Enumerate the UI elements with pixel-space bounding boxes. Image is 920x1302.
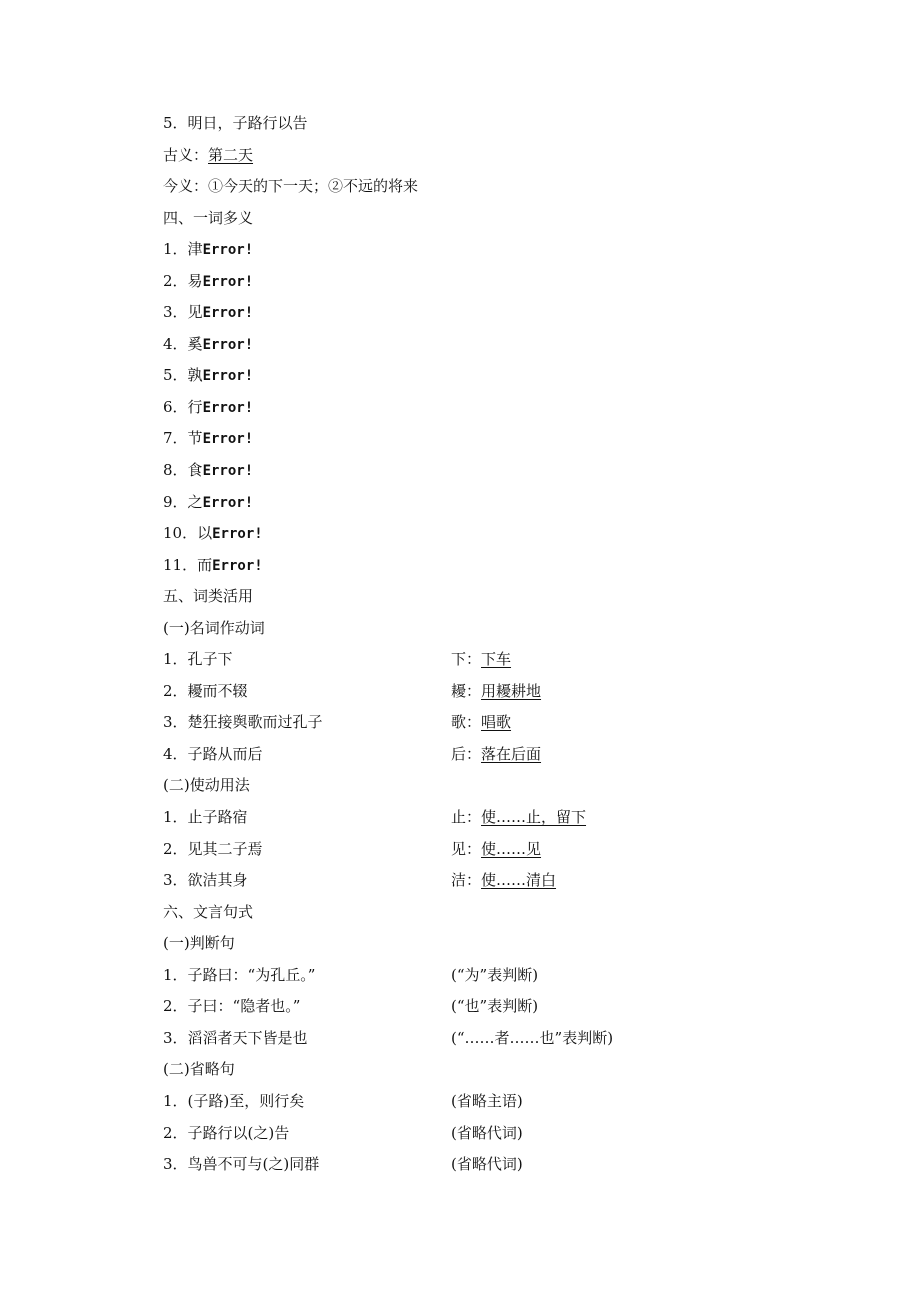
item-number: 5． xyxy=(163,366,188,385)
error-field: Error! xyxy=(212,557,263,574)
example-pair xyxy=(163,834,783,866)
polysemy-item xyxy=(163,392,783,424)
polysemy-item xyxy=(163,487,783,519)
gloss-answer: 第二天 xyxy=(208,145,254,164)
explanation xyxy=(451,802,586,834)
explanation xyxy=(451,834,541,866)
explanation xyxy=(451,1086,523,1118)
explanation-answer: 使……清白 xyxy=(481,871,557,890)
explanation-answer: 下车 xyxy=(481,650,512,669)
example-sentence: 1．孔子下 xyxy=(163,650,233,669)
example-sentence: 2．见其二子焉 xyxy=(163,839,263,858)
explanation xyxy=(451,739,541,771)
explanation-answer: 使……见 xyxy=(481,839,542,858)
explanation xyxy=(451,644,511,676)
item-number: 10． xyxy=(163,524,198,543)
item-number: 9． xyxy=(163,492,188,511)
explanation xyxy=(451,707,511,739)
error-field: Error! xyxy=(202,431,254,448)
polysemy-item xyxy=(163,550,783,582)
error-field: Error! xyxy=(202,273,254,290)
example-pair xyxy=(163,739,783,771)
error-field: Error! xyxy=(202,336,254,353)
document-page xyxy=(163,108,783,1181)
polysemy-item xyxy=(163,329,783,361)
example-sentence: 3．楚狂接舆歌而过孔子 xyxy=(163,713,323,732)
explanation-label: (“也”表判断) xyxy=(451,997,539,1016)
polysemy-item xyxy=(163,518,783,550)
item-char: 之 xyxy=(187,492,203,511)
item-char: 食 xyxy=(187,461,203,480)
example-pair xyxy=(163,1118,783,1150)
explanation xyxy=(451,1118,523,1150)
section-heading: 五、词类活用 xyxy=(163,587,254,606)
item-char: 津 xyxy=(187,240,203,259)
polysemy-item xyxy=(163,360,783,392)
example-sentence: 4．子路从而后 xyxy=(163,744,263,763)
section-heading: (二)使动用法 xyxy=(163,776,250,795)
example-pair xyxy=(163,802,783,834)
polysemy-item xyxy=(163,234,783,266)
example-pair xyxy=(163,991,783,1023)
explanation xyxy=(451,960,538,992)
example-pair xyxy=(163,1149,783,1181)
explanation-label: (省略代词) xyxy=(451,1155,523,1174)
section-heading: (一)名词作动词 xyxy=(163,618,265,637)
explanation xyxy=(451,991,538,1023)
item-char: 易 xyxy=(187,271,203,290)
example-sentence: 2．子曰：“隐者也。” xyxy=(163,997,301,1016)
polysemy-item xyxy=(163,266,783,298)
explanation-answer: 用耰耕地 xyxy=(481,681,542,700)
example-pair xyxy=(163,960,783,992)
item-char: 见 xyxy=(187,303,203,322)
example-sentence: 1．子路曰：“为孔丘。” xyxy=(163,965,316,984)
item-number: 4． xyxy=(163,334,188,353)
explanation xyxy=(451,676,541,708)
item-char: 奚 xyxy=(187,334,203,353)
gloss-line xyxy=(163,140,783,172)
example-pair xyxy=(163,865,783,897)
explanation-label: 歌： xyxy=(451,713,482,732)
item-char: 行 xyxy=(187,397,203,416)
error-field: Error! xyxy=(202,463,254,480)
explanation-label: (“……者……也”表判断) xyxy=(451,1028,614,1047)
example-sentence: 2．子路行以(之)告 xyxy=(163,1123,290,1142)
example-pair xyxy=(163,676,783,708)
example-pair xyxy=(163,644,783,676)
explanation-label: 止： xyxy=(451,808,482,827)
item-number: 2． xyxy=(163,271,188,290)
explanation-label: 洁： xyxy=(451,871,482,890)
gloss-label: 古义： xyxy=(163,145,209,164)
error-field: Error! xyxy=(202,494,254,511)
explanation-answer: 唱歌 xyxy=(481,713,512,732)
explanation-label: 耰： xyxy=(451,681,482,700)
item-number: 7． xyxy=(163,429,188,448)
example-sentence: 3．滔滔者天下皆是也 xyxy=(163,1028,308,1047)
explanation-answer: 落在后面 xyxy=(481,744,542,763)
section-heading: (一)判断句 xyxy=(163,934,235,953)
item-number: 11． xyxy=(163,555,198,574)
explanation-label: (省略代词) xyxy=(451,1123,523,1142)
example-sentence: 1．止子路宿 xyxy=(163,808,248,827)
text-line: 5．明日，子路行以告 xyxy=(163,114,308,132)
example-sentence: 3．欲洁其身 xyxy=(163,871,248,890)
explanation-label: 后： xyxy=(451,744,482,763)
error-field: Error! xyxy=(202,399,254,416)
item-char: 孰 xyxy=(187,366,203,385)
item-char: 而 xyxy=(197,555,213,574)
section-heading: 六、文言句式 xyxy=(163,902,254,921)
explanation xyxy=(451,1023,613,1055)
explanation-label: (省略主语) xyxy=(451,1091,523,1110)
error-field: Error! xyxy=(202,242,254,259)
example-pair xyxy=(163,1086,783,1118)
item-number: 1． xyxy=(163,240,188,259)
error-field: Error! xyxy=(202,305,254,322)
section-heading: (二)省略句 xyxy=(163,1060,235,1079)
example-sentence: 3．鸟兽不可与(之)同群 xyxy=(163,1155,320,1174)
item-number: 3． xyxy=(163,303,188,322)
polysemy-item xyxy=(163,423,783,455)
polysemy-item xyxy=(163,297,783,329)
explanation-answer: 使……止，留下 xyxy=(481,808,587,827)
item-number: 8． xyxy=(163,461,188,480)
error-field: Error! xyxy=(202,368,254,385)
polysemy-item xyxy=(163,455,783,487)
explanation-label: 见： xyxy=(451,839,482,858)
explanation-label: 下： xyxy=(451,650,482,669)
example-pair xyxy=(163,707,783,739)
section-heading: 四、一词多义 xyxy=(163,208,254,227)
explanation-label: (“为”表判断) xyxy=(451,965,539,984)
example-sentence: 1．(子路)至，则行矣 xyxy=(163,1091,305,1110)
explanation xyxy=(451,1149,523,1181)
item-char: 节 xyxy=(187,429,203,448)
text-line: 今义：①今天的下一天；②不远的将来 xyxy=(163,177,419,196)
item-char: 以 xyxy=(197,524,213,543)
example-pair xyxy=(163,1023,783,1055)
error-field: Error! xyxy=(212,526,263,543)
item-number: 6． xyxy=(163,397,188,416)
example-sentence: 2．耰而不辍 xyxy=(163,681,248,700)
explanation xyxy=(451,865,556,897)
